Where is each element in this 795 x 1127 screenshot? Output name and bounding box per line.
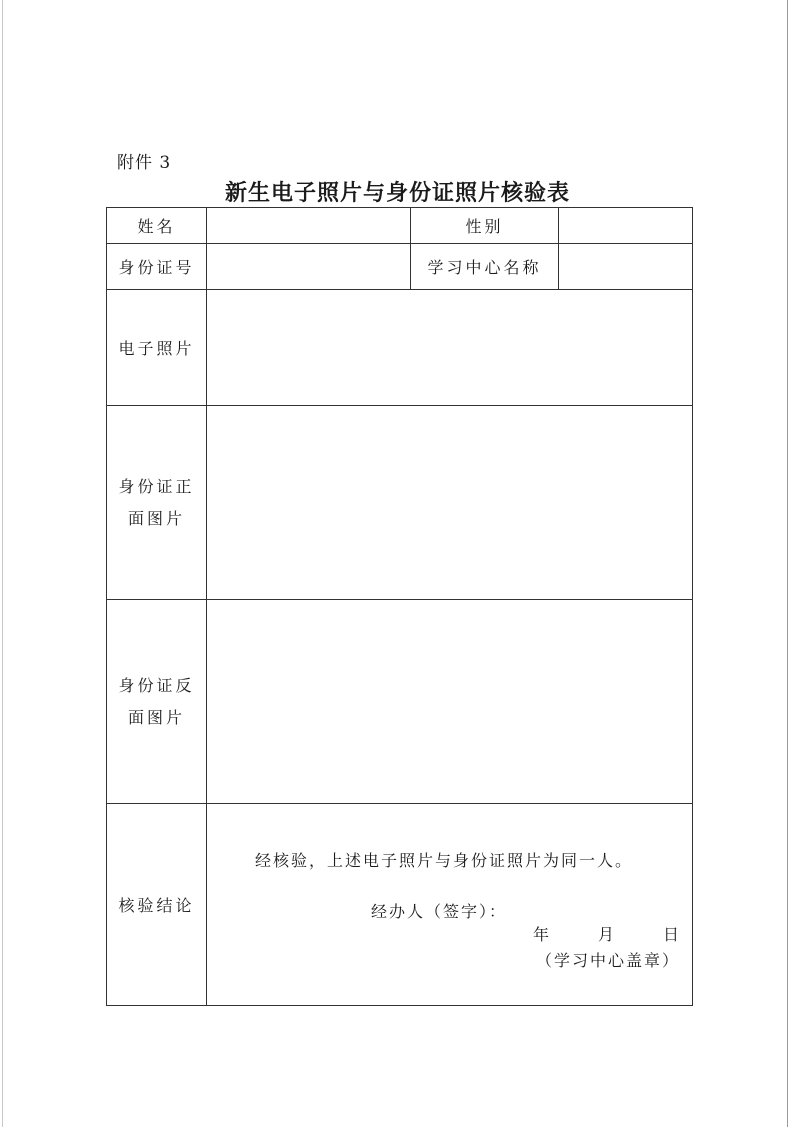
handler-signature-label: 经办人（签字）： [371,902,508,921]
document-title: 新生电子照片与身份证照片核验表 [224,180,570,206]
gender-field[interactable] [559,208,693,244]
id-number-label: 身份证号 [107,244,207,290]
id-front-label-line2: 面图片 [127,508,185,528]
row-id-center [107,244,693,290]
name-field[interactable] [207,208,411,244]
id-back-label [107,600,207,804]
date-year: 年 [532,925,552,944]
id-front-image-area[interactable] [207,406,693,600]
id-front-label-line1: 身份证正 [118,476,195,496]
conclusion-statement: 经核验，上述电子照片与身份证照片为同一人。 [255,851,634,870]
row-name-gender [107,208,693,244]
row-id-back [107,600,693,804]
date-day: 日 [662,925,682,944]
id-back-label-line1: 身份证反 [118,675,195,695]
id-number-field[interactable] [207,244,411,290]
id-front-label [107,406,207,600]
conclusion-label: 核验结论 [107,804,207,1006]
date-month: 月 [597,925,617,944]
page-edge-left [2,0,3,1127]
name-label: 姓名 [107,208,207,244]
row-e-photo [107,290,693,406]
id-back-image-area[interactable] [207,600,693,804]
e-photo-area[interactable] [207,290,693,406]
row-conclusion [107,804,693,1006]
e-photo-label: 电子照片 [107,290,207,406]
verification-form-table [106,207,693,1006]
id-back-label-line2: 面图片 [127,707,185,727]
row-id-front [107,406,693,600]
date-line [533,922,682,945]
study-center-seal-label: （学习中心盖章） [535,951,680,970]
study-center-label: 学习中心名称 [411,244,559,290]
gender-label: 性别 [411,208,559,244]
study-center-field[interactable] [559,244,693,290]
page-edge-right [787,0,788,1127]
attachment-label: 附件 3 [117,153,172,173]
conclusion-area [207,804,693,1006]
